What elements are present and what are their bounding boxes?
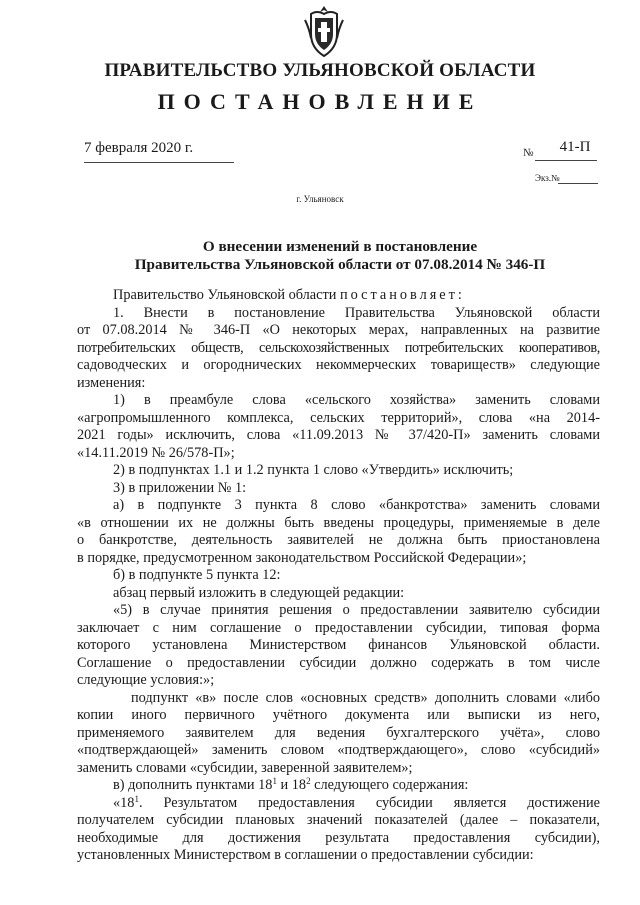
date-underline — [84, 162, 234, 163]
body-line: а) в подпункте 3 пункта 8 слово «банкротства» заменить словами — [113, 497, 600, 513]
document-date: 7 февраля 2020 г. — [84, 140, 194, 156]
body-line: «агропромышленного комплекса, сельских территорий», слова «на 2014- — [77, 409, 600, 426]
body-line: садоводческих и огороднических некоммерческих товариществ» следующие — [77, 357, 600, 373]
copy-label: Экз.№ — [535, 173, 560, 183]
body-line: от 07.08.2014 № 346-П «О некоторых мерах, направленных на развитие — [77, 322, 600, 338]
body-line-with-superscripts: «$18^1$. Результатом предоставления субсидии является достижение — [113, 793, 600, 811]
number-underline — [535, 160, 597, 161]
body-line: б) в подпункте 5 пункта 12: — [113, 567, 281, 583]
body-line: Соглашение о предоставлении субсидии должно содержать в том числе — [77, 654, 600, 671]
document-type: ПОСТАНОВЛЕНИЕ — [157, 89, 483, 114]
body-line: 2) в подпунктах 1.1 и 1.2 пункта 1 слово «Утвердить» исключить; — [113, 462, 514, 478]
document-number: 41-П — [559, 139, 591, 155]
title-line-2: Правительства Ульяновской области от 07.08.2014 № 346-П — [134, 256, 546, 273]
body-line: заменить словами «субсидии, заверенной заявителем»; — [77, 759, 413, 776]
superscript: 1 — [134, 793, 139, 804]
title-line-1: О внесении изменений в постановление — [202, 238, 478, 255]
body-line: абзац первый изложить в следующей редакции: — [113, 584, 405, 601]
document-body — [77, 287, 600, 865]
number-label: № — [523, 147, 534, 159]
body-line: копии иного первичного учётного документа или выписки из него, — [77, 707, 600, 723]
body-line: 1) в преамбуле слова «сельского хозяйства» заменить словами — [113, 392, 600, 408]
body-line: изменения: — [77, 374, 146, 391]
body-line: подпункт «в» после слов «основных средств» дополнить словами «либо — [131, 689, 600, 706]
body-line-with-superscripts: в) дополнить пунктами $18^1$ и $18^2$ следующего содержания: — [113, 776, 469, 793]
body-line: 3) в приложении № 1: — [113, 479, 247, 496]
body-line: в порядке, предусмотренном законодательством Российской Федерации»; — [77, 549, 527, 566]
city-name: г. Ульяновск — [296, 194, 344, 204]
body-line: следующие условия:»; — [77, 672, 215, 688]
body-line: о банкротстве, деятельность заявителей не должна быть приостановлена — [77, 532, 600, 548]
body-line: заключает с ним соглашение о предоставлении субсидии, типовая форма — [77, 619, 600, 636]
body-line: необходимые для достижения результата предоставления субсидии), — [77, 829, 600, 846]
superscript: 1 — [272, 776, 277, 786]
copy-underline — [558, 183, 598, 184]
body-line: «подтверждающей» заменить словом «подтверждающего», слово «субсидий» — [77, 742, 600, 758]
body-line: потребительских обществ, сельскохозяйственных потребительских кооперативов, — [77, 339, 600, 356]
preamble — [77, 287, 600, 305]
body-line: применяемого заявителем для ведения бухгалтерского учёта», слово — [77, 724, 600, 741]
organization-name: ПРАВИТЕЛЬСТВО УЛЬЯНОВСКОЙ ОБЛАСТИ — [104, 60, 536, 81]
superscript: 2 — [306, 776, 311, 786]
body-line: получателем субсидии плановых значений показателей (далее – показатели, — [77, 812, 600, 828]
coat-of-arms-icon — [303, 4, 345, 60]
body-line: «14.11.2019 № 26/578-П»; — [77, 444, 235, 461]
body-line: 2021 годы» исключить, слова «11.09.2013 № 37/420-П» заменить словами — [77, 427, 600, 443]
preamble-verb: постановляет: — [339, 287, 465, 303]
body-line: «5) в случае принятия решения о предоставлении заявителю субсидии — [113, 602, 600, 618]
document-title — [80, 238, 600, 274]
body-line: «в отношении их не должны быть введены процедуры, применяемые в деле — [77, 514, 600, 531]
body-line: 1. Внести в постановление Правительства Ульяновской области — [113, 304, 600, 321]
body-line: установленных Министерством в соглашении о предоставлении субсидии: — [77, 847, 534, 863]
body-line: которого установлена Министерством финансов Ульяновской области. — [77, 637, 600, 653]
preamble-subject: Правительство Ульяновской области — [113, 287, 337, 303]
